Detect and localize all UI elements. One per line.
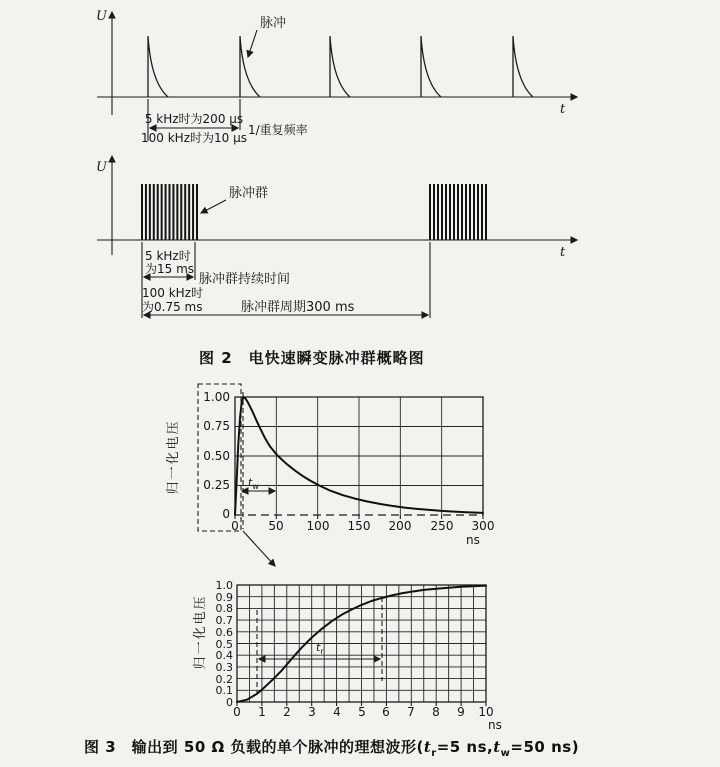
y-tick: 0.7	[215, 614, 233, 627]
y-tick: 0	[222, 507, 230, 521]
y-tick: 0.1	[215, 684, 233, 697]
x-tick: 10	[478, 705, 494, 719]
y-tick: 1.00	[203, 390, 230, 404]
x-tick: 250	[430, 519, 454, 533]
x-tick: 50	[268, 519, 284, 533]
x-tick: 300	[471, 519, 495, 533]
burst-period-label: 脉冲群周期300 ms	[241, 300, 355, 315]
x-tick: 0	[233, 705, 241, 719]
y-tick: 0.8	[215, 602, 233, 615]
x-tick: 3	[308, 705, 316, 719]
y-tick: 0.75	[203, 419, 230, 433]
y-tick: 0	[226, 696, 233, 709]
x-tick: 0	[231, 519, 239, 533]
burst-duration-5khz-line2: 为15 ms	[145, 262, 195, 276]
figure3-caption-tw-symbol: t	[493, 738, 501, 756]
magnifier-arrow	[243, 531, 275, 566]
y-tick: 0.50	[203, 449, 230, 463]
pulse-spacing-100khz-label: 100 kHz时为10 μs	[141, 131, 247, 145]
pulse-waveform	[330, 36, 350, 97]
burst-duration-100khz-line1: 100 kHz时	[142, 286, 203, 300]
x-unit-label: ns	[488, 718, 502, 732]
pulse-callout-arrow	[248, 30, 257, 57]
pulse-spacing-5khz-label: 5 kHz时为200 μs	[144, 112, 244, 126]
y-tick: 1.0	[215, 579, 233, 592]
x-tick: 150	[347, 519, 371, 533]
burst-duration-label: 脉冲群持续时间	[199, 272, 291, 287]
x-tick: 5	[358, 705, 366, 719]
figure3-caption-text: 图 3 输出到 50 Ω 负载的单个脉冲的理想波形(	[84, 738, 424, 756]
rise-chart	[192, 579, 502, 732]
figure3-caption-text: =5 ns,	[436, 738, 494, 756]
decay-chart-grid	[235, 397, 483, 515]
burst-duration-100khz-line2: 为0.75 ms	[142, 300, 203, 314]
x-tick: 4	[333, 705, 341, 719]
y-tick: 0.2	[215, 673, 233, 686]
x-unit-label: ns	[466, 533, 480, 547]
u-axis-label: U	[96, 160, 107, 175]
pulse-train-diagram	[96, 9, 577, 145]
rise-chart-grid	[237, 585, 486, 702]
y-tick: 0.5	[215, 638, 233, 651]
x-tick: 7	[407, 705, 415, 719]
x-tick: 6	[382, 705, 390, 719]
decay-chart	[165, 384, 494, 566]
burst-duration-5khz-line1: 5 kHz时	[145, 249, 191, 263]
y-tick: 0.6	[215, 626, 233, 639]
y-tick: 0.25	[203, 478, 230, 492]
pulse-callout-label: 脉冲	[260, 16, 287, 31]
burst-callout-arrow	[201, 200, 226, 213]
burst-callout-label: 脉冲群	[229, 186, 269, 201]
tw-label: tw	[248, 476, 259, 491]
burst-group-1	[142, 184, 197, 240]
figure3-caption-text: =50 ns)	[510, 738, 580, 756]
repetition-frequency-label: 1/重复频率	[248, 123, 308, 137]
burst-group-2	[430, 184, 486, 240]
y-tick: 0.9	[215, 591, 233, 604]
figure3-caption-tr-sub: r	[431, 748, 437, 759]
y-tick: 0.3	[215, 661, 233, 674]
x-tick: 100	[306, 519, 330, 533]
x-tick: 200	[388, 519, 412, 533]
figure3-caption	[84, 736, 579, 759]
figure3-caption-tr-symbol: t	[423, 738, 432, 756]
pulse-waveform	[240, 36, 260, 97]
y-axis-title: 归一化电压	[193, 594, 208, 670]
t-axis-label: t	[560, 102, 566, 117]
x-tick: 8	[432, 705, 440, 719]
x-tick: 9	[457, 705, 465, 719]
x-tick: 2	[283, 705, 291, 719]
pulse-waveform	[513, 36, 533, 97]
t-axis-label: t	[560, 245, 566, 260]
tr-label: tr	[316, 641, 324, 656]
u-axis-label: U	[96, 9, 107, 24]
y-tick: 0.4	[215, 649, 233, 662]
figure2-caption: 图 2 电快速瞬变脉冲群概略图	[199, 349, 425, 367]
y-axis-title: 归一化电压	[166, 419, 181, 495]
pulse-waveform	[148, 36, 168, 97]
figure3-caption-tw-sub: w	[500, 748, 511, 759]
x-tick: 1	[258, 705, 266, 719]
burst-train-diagram	[96, 156, 577, 318]
pulse-waveform	[421, 36, 441, 97]
